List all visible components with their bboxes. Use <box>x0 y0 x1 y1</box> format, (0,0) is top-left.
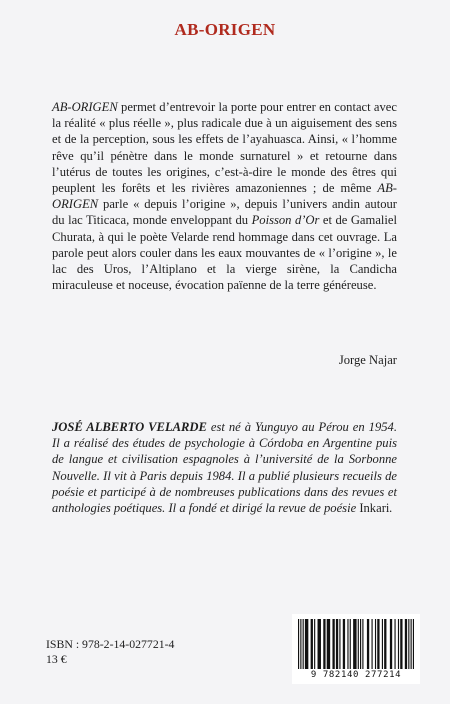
barcode-bar <box>327 619 330 669</box>
barcode-bar <box>382 619 383 669</box>
barcode-bar <box>408 619 409 669</box>
journal-name: Inkari <box>359 501 390 516</box>
book-title: AB-ORIGEN <box>174 20 276 39</box>
blurb-signature: Jorge Najar <box>338 353 397 367</box>
barcode <box>292 614 420 684</box>
isbn-number: ISBN : 978-2-14-027721-4 <box>46 637 175 651</box>
barcode-bar <box>390 619 392 669</box>
barcode-bar <box>398 619 399 669</box>
barcode-bar <box>303 619 304 669</box>
barcode-bar <box>339 619 340 669</box>
publication-info <box>46 637 174 667</box>
barcode-bar <box>332 619 334 669</box>
barcode-bar <box>347 619 348 669</box>
barcode-bar <box>358 619 359 669</box>
blurb-text-segment: et de Gamaliel Churata, à qui le poète Velarde rend hommage dans cet ouvrage. La parole peut alors couler dans les eaux mouvantes de « l’origine », le lac des Uros, l’Altiplano et la vierge sirène, la Candicha miraculeuse et noceuse, évocation païenne de la terre généreuse. <box>52 213 397 293</box>
barcode-bar <box>413 619 414 669</box>
author-name: JOSÉ ALBERTO VELARDE <box>52 420 207 434</box>
italic-title-segment: Poisson d’Or <box>251 213 320 228</box>
barcode-bar <box>377 619 379 669</box>
barcode-digits: 9 782140 277214 <box>310 670 402 680</box>
barcode-bar <box>298 619 299 669</box>
barcode-bar <box>314 619 315 669</box>
blurb-paragraph <box>52 99 397 293</box>
italic-title-segment: AB-ORIGEN <box>52 100 118 114</box>
barcode-bar <box>405 619 407 669</box>
biography-text: est né à Yunguyo au Pérou en 1954. Il a réalisé des études de psychologie à Córdoba en Argentine puis de langue et civilisation espagnoles à l’université de la Sorbonne Nouvelle. Il vit à Paris depuis 1984. Il a publié plusieurs recueils de poésie et participé à de nombreuses publications dans des revues et anthologies poétiques. Il a fondé et dirigé la revue de poésie <box>52 420 397 516</box>
barcode-bar <box>305 619 308 669</box>
barcode-bars <box>292 614 420 672</box>
biography-end: . <box>389 501 393 516</box>
barcode-bar <box>384 619 386 669</box>
barcode-bar <box>350 619 351 669</box>
barcode-bar <box>318 619 321 669</box>
blurb-text-segment: permet d’entrevoir la porte pour entrer en contact avec la réalité « plus réelle », plus radicale due à un aiguisement des sens et de la perception, sous les effets de l’ayahuasca. Ainsi, « l’homme rêve qu’il pénètre dans le monde surnaturel » et retourne dans l’utérus de toutes les origines, c’est-à-dire le monde des êtres qui peuplent les forêts et les rivières amazoniennes ; de même <box>52 100 397 196</box>
barcode-bar <box>343 619 345 669</box>
barcode-bar <box>300 619 301 669</box>
author-biography <box>52 419 397 516</box>
barcode-bar <box>353 619 356 669</box>
price: 13 € <box>46 652 67 666</box>
barcode-bar <box>362 619 363 669</box>
barcode-bar <box>367 619 369 669</box>
barcode-bar <box>372 619 373 669</box>
barcode-bar <box>323 619 325 669</box>
barcode-bar <box>311 619 313 669</box>
barcode-bar <box>336 619 338 669</box>
barcode-bar <box>400 619 402 669</box>
barcode-bar <box>411 619 412 669</box>
blurb-text-segment: parle « depuis l’origine », depuis l’univers andin autour du lac Titicaca, monde enveloppant du <box>52 197 397 228</box>
barcode-bar <box>394 619 395 669</box>
barcode-bar <box>375 619 376 669</box>
barcode-bar <box>360 619 361 669</box>
italic-title-segment: AB-ORIGEN <box>52 181 397 212</box>
